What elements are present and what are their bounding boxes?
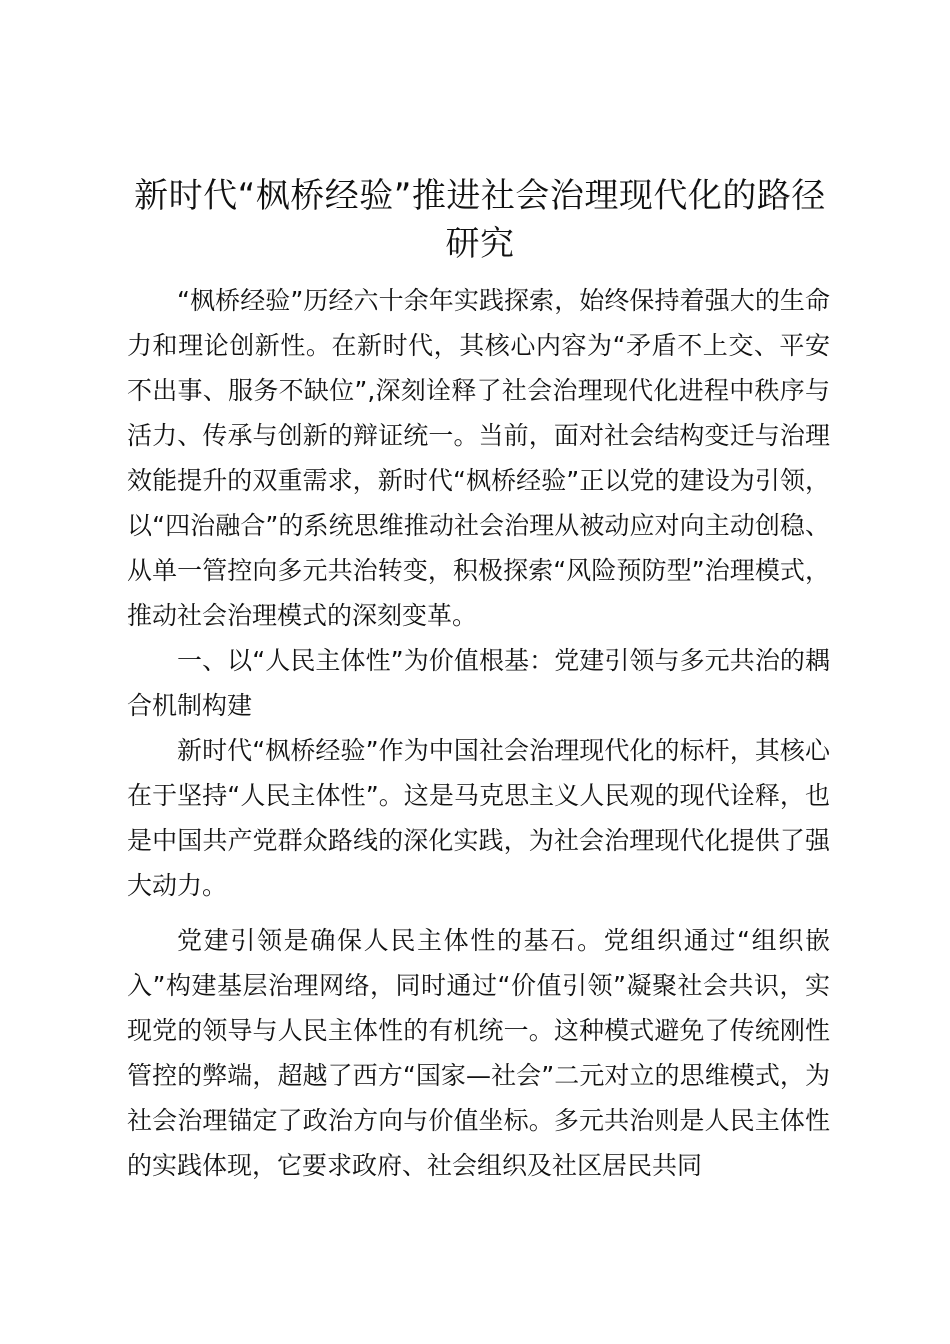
document-title: 新时代“枫桥经验”推进社会治理现代化的路径研究 — [134, 176, 826, 264]
section-heading-1: 一、以“人民主体性”为价值根基：党建引领与多元共治的耦合机制构建 — [127, 646, 830, 720]
paragraph-intro: “枫桥经验”历经六十余年实践探索，始终保持着强大的生命力和理论创新性。在新时代，其核心内容为“矛盾不上交、平安不出事、服务不缺位”,深刻诠释了社会治理现代化进程中秩序与活力、传承与创新的辩证统一。当前，面对社会结构变迁与治理效能提升的双重需求，新时代“枫桥经验”正以党的建设为引领，以“四治融合”的系统思维推动社会治理从被动应对向主动创稳、从单一管控向多元共治转变，积极探索“风险预防型”治理模式，推动社会治理模式的深刻变革。 — [127, 286, 830, 630]
paragraph-section1-core: 新时代“枫桥经验”作为中国社会治理现代化的标杆，其核心在于坚持“人民主体性”。这是马克思主义人民观的现代诠释，也是中国共产党群众路线的深化实践，为社会治理现代化提供了强大动力。 — [127, 736, 830, 900]
document-body — [127, 278, 830, 1188]
paragraph-party-leadership: 党建引领是确保人民主体性的基石。党组织通过“组织嵌入”构建基层治理网络，同时通过“价值引领”凝聚社会共识，实现党的领导与人民主体性的有机统一。这种模式避免了传统刚性管控的弊端，超越了西方“国家—社会”二元对立的思维模式，为社会治理锚定了政治方向与价值坐标。多元共治则是人民主体性的实践体现，它要求政府、社会组织及社区居民共同 — [127, 926, 830, 1180]
